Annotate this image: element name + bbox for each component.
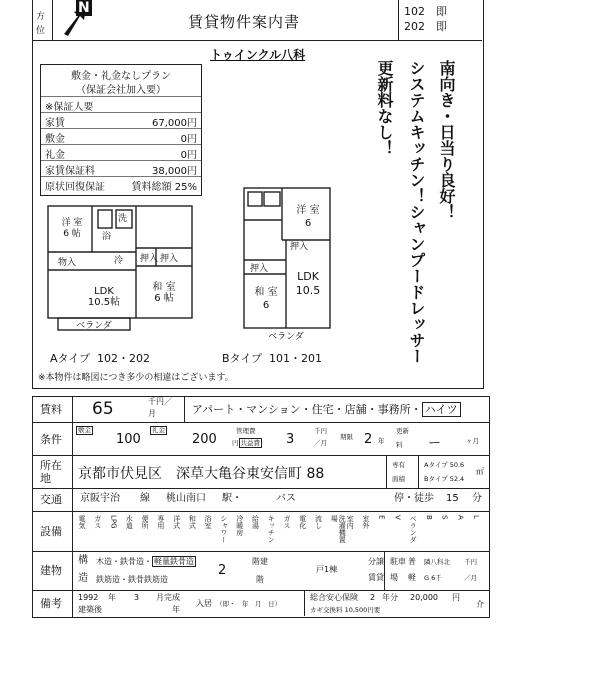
- equipment-item: 浴室: [204, 515, 213, 529]
- transport-minutes-unit: 分: [472, 493, 482, 504]
- catchphrase-1: 南向き・日当り良好！: [437, 60, 456, 220]
- guarantor-note: ※保証人要: [45, 102, 94, 113]
- key-money-label: 礼金: [152, 426, 165, 434]
- parking-label-2: 場: [390, 573, 398, 582]
- catchphrase-3: 更新料なし！: [375, 60, 394, 156]
- insurance-years: 2: [370, 593, 376, 602]
- unit-202: 202 即: [404, 20, 447, 33]
- common-fee-unit-bottom: ／月: [314, 439, 327, 447]
- address-label: [40, 459, 62, 485]
- floorplan-b-western-room: 洋 室 6: [296, 205, 320, 229]
- compass-letter: N: [78, 0, 90, 16]
- floorplan-a-closet-2: 押入: [140, 254, 159, 264]
- sub-label-2: 賃貸: [368, 573, 384, 582]
- insurance-label: 総合安心保険: [310, 593, 358, 602]
- row-divider: [32, 511, 490, 512]
- transport-station: 桃山南口: [166, 493, 206, 504]
- fee-value: 38,000円: [152, 166, 197, 177]
- notes-month: 3: [134, 593, 140, 602]
- common-fee-kyoeki: 共益費: [240, 439, 260, 447]
- property-types-list: アパート・マンション・住宅・店舗・事務所・: [192, 403, 422, 416]
- notes-side-label: 介: [476, 600, 484, 609]
- fee-label: 原状回復保証: [45, 182, 105, 193]
- equipment-item: 流し: [314, 515, 323, 529]
- rent-divider: [184, 396, 185, 422]
- equipment-item: 給湯: [251, 515, 260, 529]
- deposit-label: 敷金: [78, 426, 91, 434]
- equipment-item: ガス: [283, 515, 291, 529]
- building-name: トゥインクル八科: [210, 48, 306, 62]
- equipment-item: 電気: [78, 515, 86, 529]
- notes-year: 1992: [78, 593, 99, 602]
- key-money-value: 200: [192, 432, 217, 447]
- property-types: [192, 404, 461, 415]
- parking-light: 軽: [408, 573, 416, 582]
- renew-sub: 料: [396, 441, 403, 449]
- equipment-item: 室外: [361, 515, 370, 529]
- equipment-item: 洋式: [172, 515, 181, 529]
- parking-unit-bottom: ／月: [464, 574, 477, 582]
- floorplan-a-units: 102・202: [96, 352, 150, 365]
- floorplan-b-caption: [222, 353, 322, 364]
- fee-value: 0円: [180, 150, 197, 161]
- floorplan-a-balcony: ベランダ: [76, 321, 112, 331]
- details-table: [32, 396, 490, 618]
- building-label: 建物: [40, 564, 62, 577]
- floorplan-b-units: 101・201: [269, 352, 322, 365]
- fee-row-key-money: [41, 144, 201, 159]
- fee-value: 67,000円: [152, 118, 197, 129]
- floorplan-a-ldk: LDK 10.5帖: [87, 286, 121, 308]
- floorplan-a-japanese-room: 和 室 6 帖: [152, 282, 176, 304]
- notes-move-in: 入居: [196, 599, 212, 608]
- struct-options-1: [96, 558, 196, 566]
- common-fee-yen: 円: [232, 439, 239, 447]
- fee-row-guarantee: [41, 160, 201, 175]
- fee-value: 0円: [180, 134, 197, 145]
- rent-unit-top: 千円／: [148, 397, 172, 406]
- floorplan-a-storage: 物入: [58, 258, 77, 268]
- equipment-item: 和式: [188, 515, 197, 529]
- floorplan-b: [236, 184, 336, 344]
- header-divider-bottom: [32, 40, 482, 41]
- notes-divider: [304, 590, 305, 616]
- floorplan-a-type: Aタイプ: [50, 352, 90, 365]
- equipment-item: S: [440, 515, 449, 520]
- equipment-item: B: [424, 515, 433, 520]
- header-divider-right: [398, 0, 399, 40]
- equipment-item: 電化: [298, 515, 307, 529]
- rent-unit-bottom: 月: [148, 409, 156, 418]
- area-label-1: 専有: [392, 461, 405, 469]
- notes-move-in-paren: （即・ 年 月 日）: [216, 600, 281, 608]
- struct-options-list-1: 木造・鉄骨造・: [96, 557, 152, 566]
- equipment-item: キッチン: [267, 515, 276, 543]
- deposit-value: 100: [116, 432, 141, 447]
- floorplan-a: [44, 200, 194, 340]
- fee-row-deposit: [41, 128, 201, 143]
- direction-label-1: 方: [36, 12, 46, 22]
- fee-label: 敷金: [45, 134, 65, 145]
- row-divider: [32, 422, 490, 423]
- floorplan-b-closet-1: 押入: [250, 264, 269, 274]
- equipment-item: A: [456, 515, 465, 520]
- floors-unit-bottom: 階: [256, 575, 264, 584]
- floorplan-a-fridge: 冷: [114, 256, 124, 266]
- transport-stop: 停・徒歩: [394, 493, 434, 504]
- property-type-selected: ハイツ: [422, 402, 461, 417]
- equipment-list: [76, 513, 486, 549]
- notes-label: 備考: [40, 597, 62, 610]
- area-divider: [418, 455, 419, 488]
- floorplan-b-balcony: ベランダ: [268, 332, 304, 342]
- transport-line: 京阪宇治: [80, 493, 120, 504]
- area-type-b: Bタイプ 52.4: [424, 475, 465, 483]
- terms-label: 条件: [40, 433, 62, 446]
- insurance-years-unit: 年分: [382, 593, 398, 602]
- equipment-item: 便所: [141, 515, 150, 529]
- fee-note-row: [41, 96, 201, 111]
- fee-label: 家賃: [45, 118, 65, 129]
- period-unit: 年: [378, 437, 385, 445]
- row-divider: [32, 455, 490, 456]
- parking-label-1: 駐車: [390, 557, 406, 566]
- floorplan-b-ldk: LDK 10.5: [295, 270, 321, 297]
- fee-value: 賃料総額 25%: [131, 182, 197, 193]
- building-divider: [384, 551, 385, 590]
- fee-label: 家賃保証料: [45, 166, 95, 177]
- common-fee-value: 3: [286, 432, 295, 447]
- transport-line-suffix: 線: [140, 493, 150, 504]
- floorplan-note: ※本物件は略図につき多少の相違はございます。: [38, 373, 234, 383]
- struct-options-2: 鉄筋造・鉄骨鉄筋造: [96, 575, 168, 584]
- parking-text-2: G 6千: [424, 574, 442, 582]
- header-divider-left: [52, 0, 53, 40]
- transport-minutes: 15: [446, 493, 459, 504]
- area-label-2: 面積: [392, 475, 405, 483]
- period-label: 期限: [340, 433, 353, 441]
- floors-value: 2: [218, 563, 227, 578]
- floorplan-a-wash: 洗: [118, 214, 128, 224]
- equipment-item: ベランダ: [409, 515, 418, 543]
- renew-label: 更新: [396, 427, 409, 435]
- equipment-label: 設備: [40, 525, 62, 538]
- renew-value: ー: [428, 436, 442, 451]
- direction-label-2: 位: [36, 26, 46, 36]
- plan-line-1: 敷金・礼金なしプラン: [71, 71, 171, 82]
- notes-built-label: 建築後: [78, 605, 102, 614]
- equipment-item: 専用: [156, 515, 165, 529]
- floors-unit-top: 階建: [252, 557, 268, 566]
- fee-label: 礼金: [45, 150, 65, 161]
- equipment-item: 洗濯機置場: [330, 515, 347, 543]
- equipment-item: 冷暖房: [235, 515, 244, 536]
- parking-unit-top: 千円: [464, 558, 477, 566]
- catchphrase-2: システムキッチン！シャンプードレッサー: [407, 60, 426, 364]
- floorplan-b-type: Bタイプ: [222, 352, 262, 365]
- area-unit: ㎡: [476, 467, 484, 476]
- address-label-2: 地: [40, 472, 51, 485]
- rent-label: 賃料: [40, 403, 62, 416]
- notes-year-2: 年: [172, 605, 180, 614]
- notes-year-unit: 年: [108, 593, 116, 602]
- unit-102: 102 即: [404, 5, 447, 18]
- floorplan-a-bath: 浴: [102, 232, 112, 242]
- plan-line-2: （保証会社加入要）: [76, 85, 166, 96]
- common-fee-unit-top: 千円: [314, 427, 327, 435]
- equipment-item: 室内: [346, 515, 355, 529]
- address-value: 京都市伏見区 深草大亀谷東安信町 88: [78, 466, 325, 482]
- struct-option-selected: 軽量鉄骨造: [154, 557, 194, 566]
- renew-unit: ヶ月: [466, 437, 479, 445]
- equipment-item: V: [393, 515, 402, 520]
- equipment-item: LPG: [109, 515, 118, 529]
- unit-list: [404, 4, 447, 34]
- transport-bus: バス: [276, 493, 296, 504]
- sub-label-1: 分譲: [368, 557, 384, 566]
- address-divider: [386, 455, 387, 488]
- period-value: 2: [364, 432, 373, 447]
- struct-label-2: 造: [78, 573, 88, 584]
- common-fee-sub: [232, 440, 262, 447]
- key-exchange-note: カギ交換料 10,500円要: [310, 606, 381, 614]
- insurance-price: 20,000: [410, 593, 438, 602]
- row-divider: [32, 551, 490, 552]
- row-divider: [32, 590, 490, 591]
- rent-value: 65: [92, 399, 114, 419]
- floorplan-a-western-room: 洋 室 6 帖: [61, 218, 83, 239]
- label-column-divider: [72, 396, 73, 617]
- floorplan-b-closet-2: 押入: [290, 242, 309, 252]
- insurance-yen: 円: [452, 593, 460, 602]
- fee-row-restoration: [41, 176, 201, 191]
- area-type-a: Aタイプ 50.6: [424, 461, 465, 469]
- parking-text: 隣八科北: [424, 558, 450, 566]
- equipment-item: ガス: [93, 515, 102, 529]
- notes-completed: 月完成: [156, 593, 180, 602]
- fees-box: [40, 64, 202, 196]
- floorplan-a-caption: [50, 353, 150, 364]
- equipment-item: 水道: [125, 515, 134, 529]
- floorplan-b-japanese-room: 和 室 6: [254, 287, 278, 311]
- page-title: 賃貸物件案内書: [188, 13, 301, 31]
- transport-label: 交通: [40, 493, 62, 506]
- struct-label-1: 構: [78, 555, 88, 566]
- equipment-item: L: [472, 515, 481, 519]
- row-divider: [32, 488, 490, 489]
- direction-label: [36, 10, 45, 38]
- floorplan-a-closet-1: 押入: [160, 254, 179, 264]
- parking-kankyo: 普: [408, 557, 416, 566]
- common-fee-label: 管理費: [236, 427, 256, 435]
- equipment-item: E: [377, 515, 386, 520]
- equipment-item: シャワー: [219, 515, 228, 543]
- units-per-building: 戸1棟: [316, 565, 338, 574]
- fee-row-rent: [41, 112, 201, 127]
- address-label-1: 所在: [40, 459, 62, 472]
- transport-station-suffix: 駅・: [222, 493, 242, 504]
